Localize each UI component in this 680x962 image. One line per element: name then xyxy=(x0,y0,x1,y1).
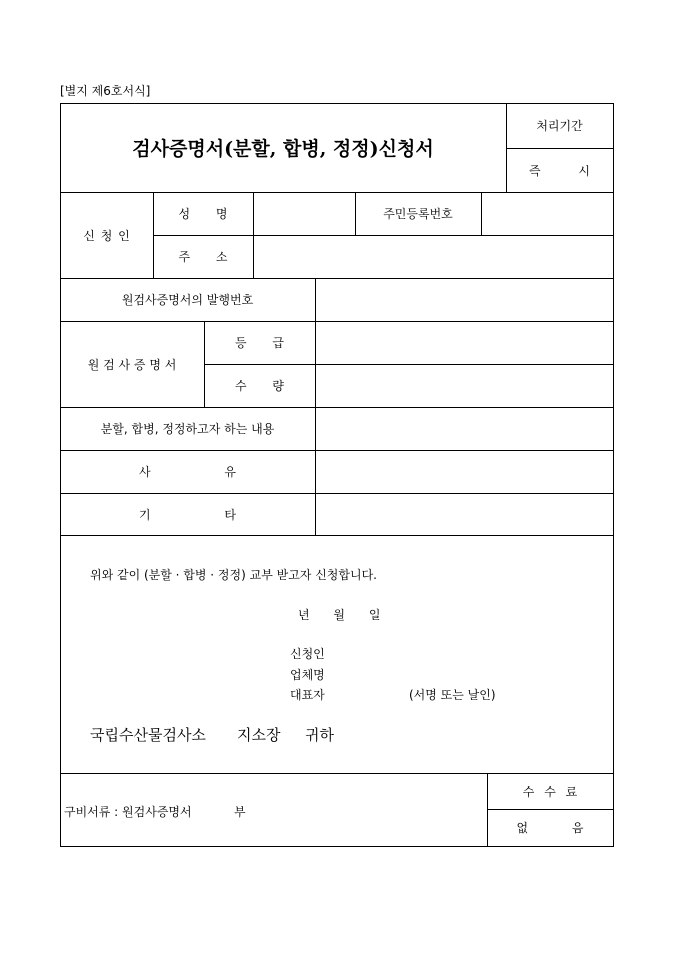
address-label: 주 소 xyxy=(178,250,228,264)
rrn-field[interactable] xyxy=(481,192,613,235)
grade-label: 등 급 xyxy=(235,336,284,350)
name-field[interactable] xyxy=(253,192,355,235)
fee-value: 없 음 xyxy=(516,821,584,835)
original-cert-number-field[interactable] xyxy=(315,278,613,321)
attachments-unit: 부 xyxy=(234,805,246,819)
applicant-label: 신 청 인 xyxy=(83,228,130,243)
quantity-label: 수 량 xyxy=(235,379,284,393)
signer-company-label: 업체명 xyxy=(290,668,325,682)
addressee-honorific: 귀하 xyxy=(305,726,334,744)
reason-label: 사 유 xyxy=(139,465,236,479)
quantity-field[interactable] xyxy=(315,364,613,407)
date-line: 년 월 일 xyxy=(298,608,381,622)
table-border-right xyxy=(613,103,614,847)
divider xyxy=(60,535,614,536)
form-label: [별지 제6호서식] xyxy=(60,84,151,98)
address-field[interactable] xyxy=(253,235,613,278)
signature-note: (서명 또는 날인) xyxy=(409,688,496,702)
form-title: 검사증명서(분할, 합병, 정정)신청서 xyxy=(132,138,434,160)
other-field[interactable] xyxy=(315,493,613,535)
original-cert-number-label: 원검사증명서의 발행번호 xyxy=(121,293,254,307)
processing-period-label: 처리기간 xyxy=(536,119,583,133)
content-label: 분할, 합병, 정정하고자 하는 내용 xyxy=(100,422,275,436)
table-border-bottom xyxy=(60,846,614,847)
application-statement: 위와 같이 (분할 · 합병 · 정정) 교부 받고자 신청합니다. xyxy=(90,568,377,582)
name-label: 성 명 xyxy=(178,207,228,221)
signer-representative-label: 대표자 xyxy=(290,688,325,702)
reason-field[interactable] xyxy=(315,450,613,493)
rrn-label: 주민등록번호 xyxy=(383,207,453,221)
signer-applicant-label: 신청인 xyxy=(290,647,325,661)
original-cert-label: 원 검 사 증 명 서 xyxy=(87,357,177,372)
fee-label: 수 수 료 xyxy=(522,784,578,799)
other-label: 기 타 xyxy=(139,507,236,522)
attachments-label: 구비서류 : 원검사증명서 xyxy=(64,805,192,819)
addressee-org: 국립수산물검사소 xyxy=(90,726,206,744)
addressee-title: 지소장 xyxy=(237,726,281,744)
content-field[interactable] xyxy=(315,407,613,450)
grade-field[interactable] xyxy=(315,321,613,364)
processing-period-value: 즉 시 xyxy=(529,163,590,178)
